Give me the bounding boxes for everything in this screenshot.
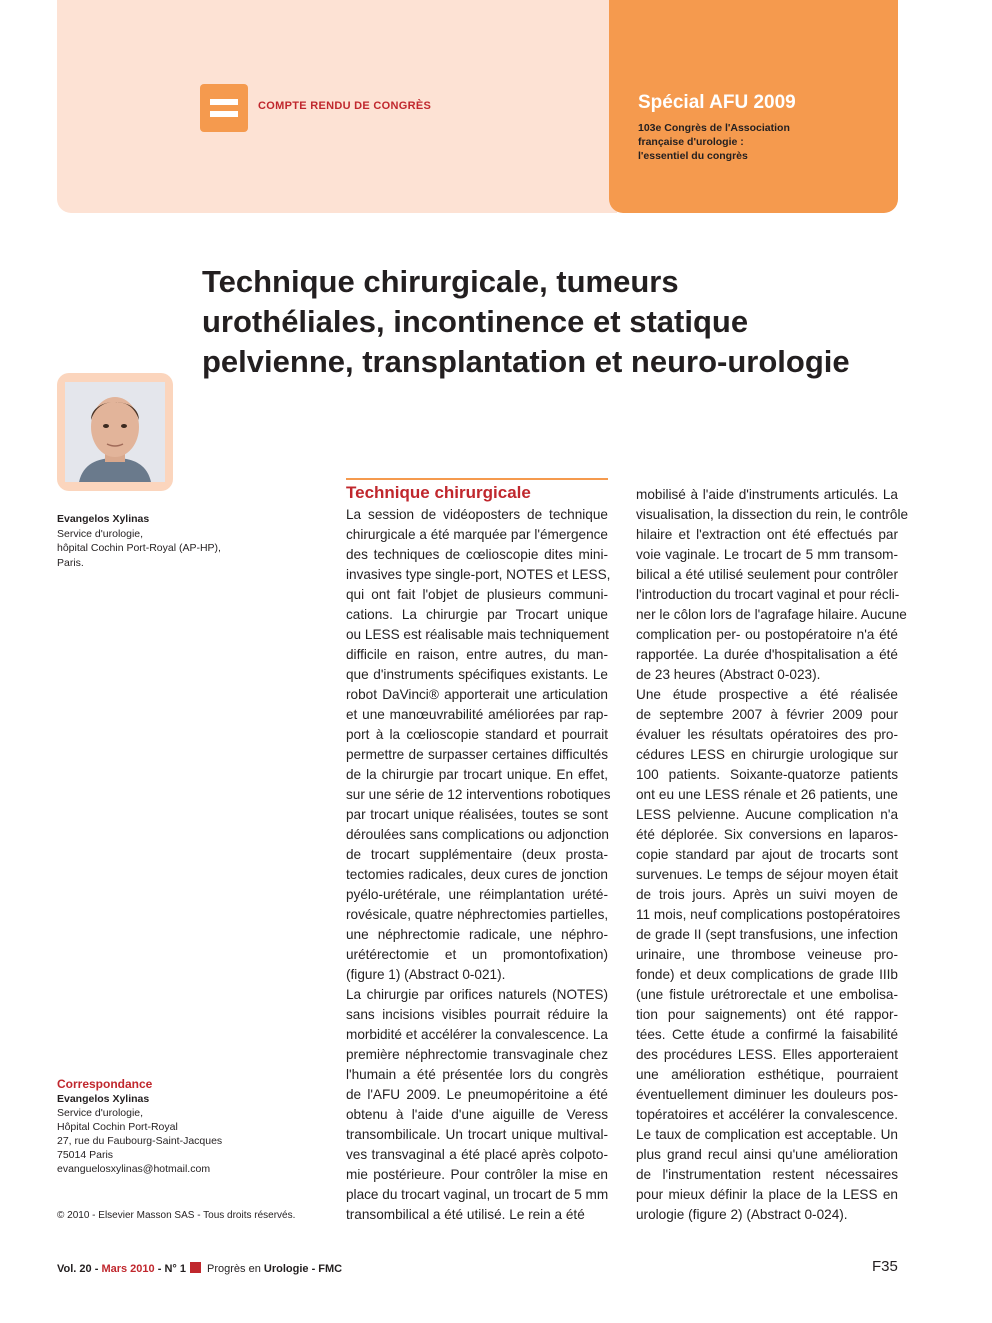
text-line: ner le côlon lors de l'agrafage hilaire. Aucune [636, 607, 907, 622]
text-line: transombilical a été utilisé. Le rein a été [346, 1207, 585, 1222]
special-title: Spécial AFU 2009 [638, 92, 796, 113]
text-line: Le taux de complication est acceptable. Un [636, 1127, 898, 1142]
text-line: ves transvaginal a été placé après colpoto- [346, 1147, 608, 1162]
text-line: transombilicale. Un trocart unique multival- [346, 1127, 608, 1142]
text-line: 100 patients. Soixante-quatorze patients [636, 767, 898, 782]
text-line: (figure 1) (Abstract 0-021). [346, 967, 506, 982]
text-line: sur une série de 12 interventions robotiques [346, 787, 611, 802]
text-line: des techniques de cœlioscopie dites mini- [346, 547, 608, 562]
text-column-2 [636, 485, 909, 1225]
text-column-1 [346, 505, 611, 1225]
text-line: tion pour saignements) ont été rappor- [636, 1007, 898, 1022]
author-photo-frame [57, 373, 173, 491]
text-line: mie postérieure. Pour contrôler la mise en [346, 1167, 608, 1182]
text-line: hilaire et l'extraction ont été effectués par [636, 527, 898, 542]
text-line: 11 mois, neuf complications postopératoires [636, 907, 901, 922]
text-line: voie vaginale. Le trocart de 5 mm transom- [636, 547, 898, 562]
text-line: pyélo-urétérale, une réimplantation urété- [346, 887, 608, 902]
text-line: urinaire, une thrombose veineuse pro- [636, 947, 898, 962]
page-number: F35 [872, 1258, 898, 1275]
section-label: COMPTE RENDU DE CONGRÈS [258, 100, 432, 112]
copyright: © 2010 - Elsevier Masson SAS - Tous droits réservés. [57, 1210, 296, 1221]
text-line: de trois jours. Après un suivi moyen de [636, 887, 898, 902]
text-line: plus grand recul ainsi qu'une amélioration [636, 1147, 898, 1162]
text-line: de grade II (sept transfusions, une infection [636, 927, 898, 942]
text-line: une néphrectomie radicale, une néphro- [346, 927, 608, 942]
text-line: cations. La chirurgie par Trocart unique [346, 607, 608, 622]
section-icon [200, 84, 248, 132]
text-line: obtenu à l'aide d'une aiguille de Veress [346, 1107, 608, 1122]
text-line: mobilisé à l'aide d'instruments articulés. La [636, 487, 898, 502]
text-line: première néphrectomie transvaginale chez [346, 1047, 608, 1062]
author-email[interactable]: evanguelosxylinas@hotmail.com [57, 1163, 211, 1175]
text-line: chirurgicale a été marquée par l'émergence [346, 527, 608, 542]
text-line: éventuellement diminuer les douleurs pos- [636, 1087, 898, 1102]
text-line: port à la cœlioscopie standard et pourrait [346, 727, 608, 742]
text-line: ont eu une LESS rénale et 26 patients, une [636, 787, 898, 802]
text-line: survenues. Le temps de séjour moyen était [636, 867, 898, 882]
text-line: invasives type single-port, NOTES et LESS, [346, 567, 611, 582]
footer-citation: Vol. 20 - Mars 2010 - N° 1 Progrès en Urologie - FMC [57, 1263, 343, 1275]
author-photo [65, 382, 165, 482]
text-line: complication per- ou postopératoire n'a été [636, 627, 898, 642]
article-title: Technique chirurgicale, tumeurs urothéliales, incontinence et statique pelvienne, transplantation et neuro-urologie [202, 264, 850, 379]
text-line: tectomies radicales, deux cures de jonction [346, 867, 608, 882]
text-line: rovésicale, quatre néphrectomies partielles, [346, 907, 609, 922]
text-line: Une étude prospective a été réalisée [636, 687, 898, 702]
text-line: rapportée. La durée d'hospitalisation a été [636, 647, 898, 662]
text-line: permettre de surpasser certaines difficultés [346, 747, 608, 762]
text-line: été déplorée. Six conversions en laparos- [636, 827, 898, 842]
correspondance-block: Correspondance Evangelos Xylinas Service d'urologie, Hôpital Cochin Port-Royal 27, rue du Faubourg-Saint-Jacques 75014 Paris evanguelosxylinas@hotmail.com [57, 1077, 257, 1176]
text-line: La chirurgie par orifices naturels (NOTES) [346, 987, 608, 1002]
text-line: de septembre 2007 à février 2009 pour [636, 707, 898, 722]
text-line: urétérectomie et un promontofixation) [346, 947, 608, 962]
text-line: des procédures LESS. Elles apporteraient [636, 1047, 898, 1062]
text-line: visualisation, la dissection du rein, le contrôle [636, 507, 909, 522]
text-line: LESS pelvienne. Aucune complication n'a [636, 807, 898, 822]
text-line: que d'instruments spécifiques existants. Le [346, 667, 608, 682]
text-line: urologie (figure 2) (Abstract 0-024). [636, 1207, 848, 1222]
special-subtitle: 103e Congrès de l'Association française d'urologie : l'essentiel du congrès [638, 122, 790, 162]
section-heading: Technique chirurgicale [346, 483, 531, 502]
text-line: sans incisions visibles pourrait réduire la [346, 1007, 608, 1022]
text-line: place du trocart vaginal, un trocart de 5 mm [346, 1187, 609, 1202]
text-line: bilical a été utilisé seulement pour contrôler [636, 567, 898, 582]
text-line: La session de vidéoposters de technique [346, 507, 608, 522]
text-line: et une manœuvrabilité améliorées par rap- [346, 707, 608, 722]
text-line: l'introduction du trocart vaginal et pour récli- [636, 587, 900, 602]
text-line: copie standard par ajout de trocarts sont [636, 847, 898, 862]
author-info: Evangelos Xylinas Service d'urologie, hôpital Cochin Port-Royal (AP-HP), Paris. [57, 513, 221, 569]
text-line: de l'instrumentation restent nécessaires [636, 1167, 898, 1182]
text-line: difficile en raison, entre autres, du man- [346, 647, 608, 662]
text-line: évaluer les résultats opératoires des pro- [636, 727, 898, 742]
text-line: de 23 heures (Abstract 0-023). [636, 667, 821, 682]
text-line: fonde) et deux complications de grade IIIb [636, 967, 898, 982]
text-line: cédures LESS en chirurgie urologique sur [636, 747, 898, 762]
text-line: robot DaVinci® apporterait une articulation [346, 687, 608, 702]
text-line: l'humain a été présentée lors du congrès [346, 1067, 608, 1082]
text-line: de l'AFU 2009. Le pneumopéritoine a été [346, 1087, 608, 1102]
text-line: une amélioration esthétique, pourraient [636, 1067, 898, 1082]
text-line: par trocart unique réalisées, toutes se sont [346, 807, 608, 822]
text-line: topératoires et accélérer la convalescence. [636, 1107, 898, 1122]
text-line: morbidité et accélérer la convalescence. La [346, 1027, 608, 1042]
text-line: déroulées sans complications ou adjonction [346, 827, 609, 842]
text-line: (une fistule urétrorectale et une embolisa- [636, 987, 898, 1002]
text-line: ou LESS est réalisable mais techniquement [346, 627, 609, 642]
text-line: tées. Cette étude a confirmé la faisabilité [636, 1027, 898, 1042]
text-line: de trocart supplémentaire (deux prosta- [346, 847, 608, 862]
heading-rule [346, 478, 608, 480]
text-line: pour mieux définir la place de la LESS en [636, 1187, 898, 1202]
text-line: qui ont fait l'objet de plusieurs communi- [346, 587, 608, 602]
footer-square-icon [190, 1262, 201, 1273]
text-line: de la chirurgie par trocart unique. En effet, [346, 767, 608, 782]
